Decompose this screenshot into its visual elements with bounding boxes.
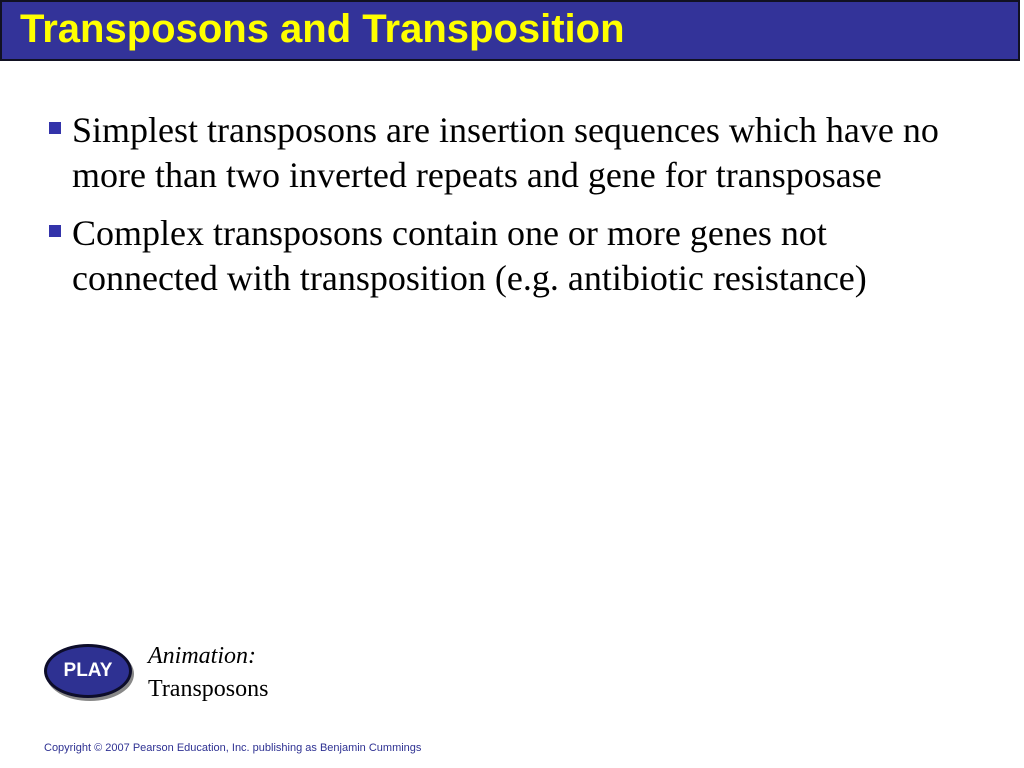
animation-caption-label: Animation: — [148, 643, 256, 669]
bullet-item — [48, 108, 978, 198]
bullet-list — [48, 108, 978, 314]
bullet-text: Simplest transposons are insertion sequences which have no more than two inverted repeats and gene for transposase — [72, 110, 939, 195]
title-bar — [0, 0, 1020, 61]
play-button[interactable] — [44, 644, 132, 698]
square-bullet-icon — [49, 225, 61, 237]
square-bullet-icon — [49, 122, 61, 134]
bullet-item — [48, 211, 978, 301]
animation-caption — [148, 640, 268, 706]
animation-caption-title: Transposons — [148, 676, 269, 702]
play-button-label: PLAY — [63, 660, 113, 681]
copyright-footer: Copyright © 2007 Pearson Education, Inc. publishing as Benjamin Cummings — [44, 742, 422, 754]
bullet-text: Complex transposons contain one or more genes not connected with transposition (e.g. antibiotic resistance) — [72, 213, 867, 298]
slide-title: Transposons and Transposition — [20, 7, 625, 51]
